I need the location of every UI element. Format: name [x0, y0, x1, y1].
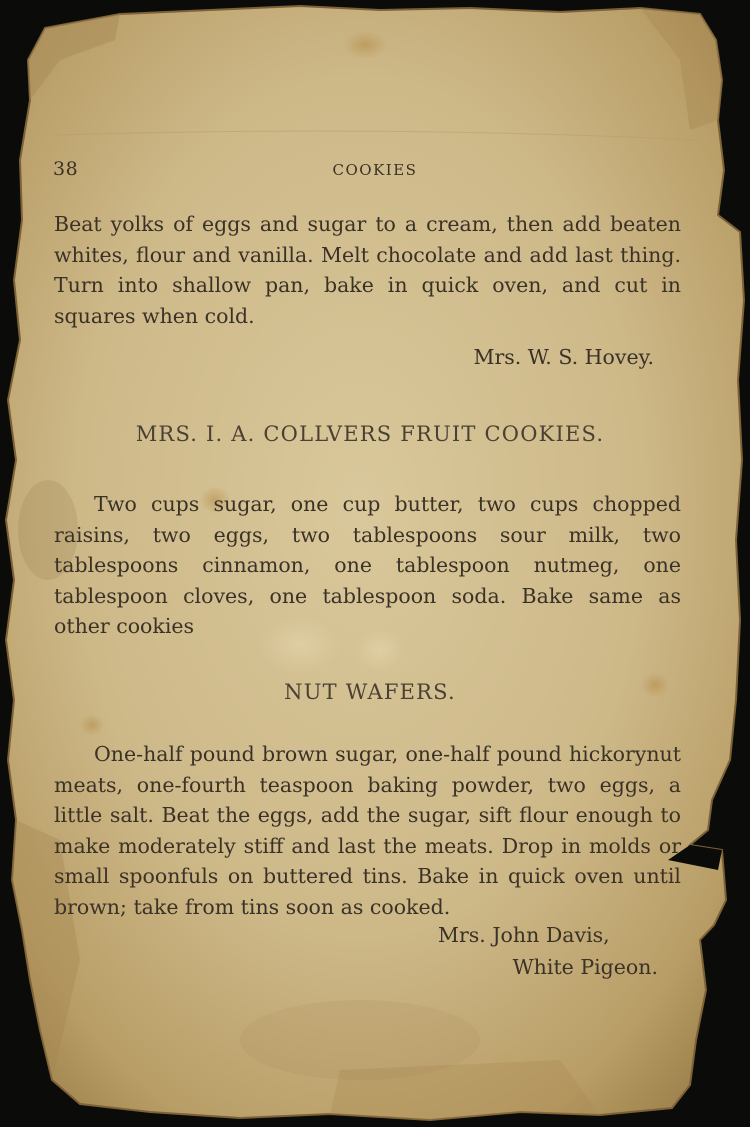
recipe-2-title: MRS. I. A. COLLVERS FRUIT COOKIES.	[135, 422, 605, 446]
recipe-2-body: Two cups sugar, one cup butter, two cups chopped raisins, two eggs, two tablespoons sour milk, two tablespoons cinnamon, one tablespoon nutmeg, one tablespoon cloves, one tablespoon soda. Bake same as other cookies	[54, 492, 681, 638]
running-head: COOKIES	[332, 161, 418, 179]
recipe-3-signature-location: White Pigeon.	[512, 955, 658, 979]
recipe-3-body: One-half pound brown sugar, one-half pound hickorynut meats, one-fourth teaspoon baking powder, two eggs, a little salt. Beat the eggs, add the sugar, sift flour enough to make moderately stiff and last the meats. Drop in molds or small spoonfuls on buttered tins. Bake in quick oven until brown; take from tins soon as cooked.	[54, 742, 681, 919]
recipe-1-signature: Mrs. W. S. Hovey.	[473, 345, 654, 369]
recipe-3-title: NUT WAFERS.	[284, 680, 456, 704]
recipe-3-signature: Mrs. John Davis,	[438, 923, 610, 947]
page-number: 38	[53, 158, 79, 180]
recipe-1-body: Beat yolks of eggs and sugar to a cream, then add beaten whites, flour and vanilla. Melt chocolate and add last thing. Turn into shallow pan, bake in quick oven, and cut in squares when cold.	[54, 212, 681, 328]
